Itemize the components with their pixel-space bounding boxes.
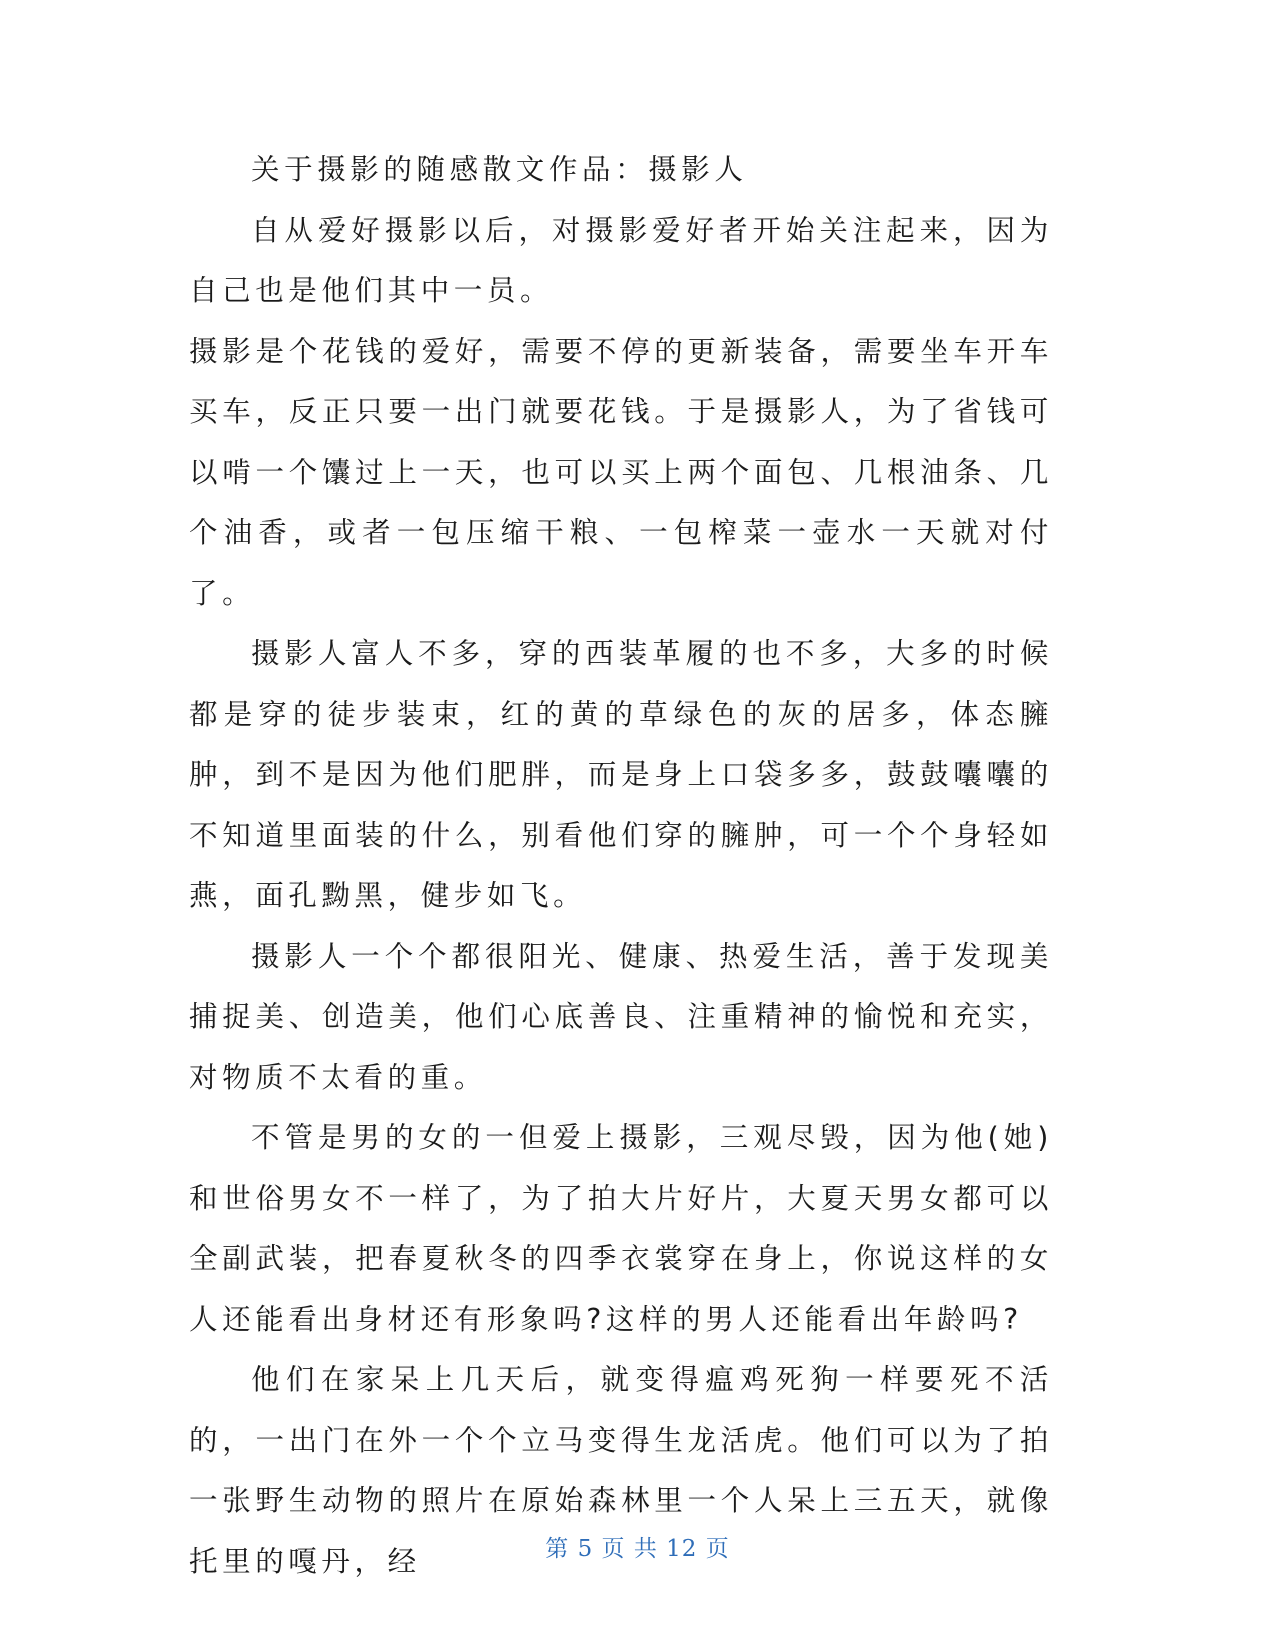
document-body <box>189 140 1053 1592</box>
paragraph-5: 不管是男的女的一但爱上摄影，三观尽毁，因为他(她)和世俗男女不一样了，为了拍大片好片，大夏天男女都可以全副武装，把春夏秋冬的四季衣裳穿在身上，你说这样的女人还能看出身材还有形象吗?这样的男人还能看出年龄吗? <box>189 1121 1053 1336</box>
paragraph-1: 自从爱好摄影以后，对摄影爱好者开始关注起来，因为自己也是他们其中一员。 <box>189 213 1053 307</box>
document-title: 关于摄影的随感散文作品：摄影人 <box>251 153 748 186</box>
paragraph-4: 摄影人一个个都很阳光、健康、热爱生活，善于发现美捕捉美、创造美，他们心底善良、注重精神的愉悦和充实，对物质不太看的重。 <box>189 939 1053 1094</box>
paragraph-6: 他们在家呆上几天后，就变得瘟鸡死狗一样要死不活的，一出门在外一个个立马变得生龙活虎。他们可以为了拍一张野生动物的照片在原始森林里一个人呆上三五天，就像托里的嘎丹，经 <box>189 1363 1053 1578</box>
paragraph-3: 摄影人富人不多，穿的西装革履的也不多，大多的时候都是穿的徒步装束，红的黄的草绿色的灰的居多，体态臃肿，到不是因为他们肥胖，而是身上口袋多多，鼓鼓囔囔的不知道里面装的什么，别看他们穿的臃肿，可一个个身轻如燕，面孔黝黑，健步如飞。 <box>189 637 1053 912</box>
page-number-footer: 第 5 页 共 12 页 <box>545 1536 730 1562</box>
paragraph-2: 摄影是个花钱的爱好，需要不停的更新装备，需要坐车开车买车，反正只要一出门就要花钱。于是摄影人，为了省钱可以啃一个馕过上一天，也可以买上两个面包、几根油条、几个油香，或者一包压缩干粮、一包榨菜一壶水一天就对付了。 <box>189 334 1053 610</box>
